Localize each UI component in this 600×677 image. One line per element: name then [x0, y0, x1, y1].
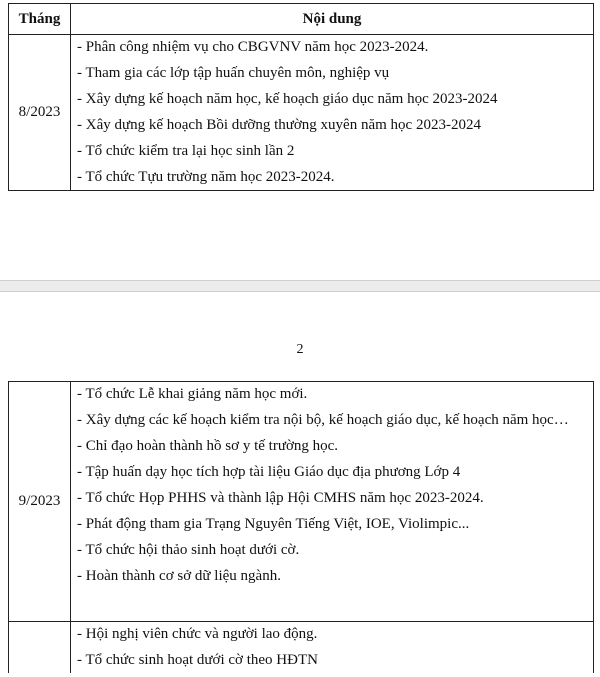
- list-item: - Phát động tham gia Trạng Nguyên Tiếng Việt, IOE, Violimpic...: [77, 516, 470, 532]
- list-item: - Tổ chức hội thảo sinh hoạt dưới cờ.: [77, 542, 300, 558]
- page-break: [0, 280, 600, 292]
- list-item: - Xây dựng kế hoạch Bồi dưỡng thường xuyên năm học 2023-2024: [77, 117, 481, 133]
- list-item: - Hoàn thành cơ sở dữ liệu ngành.: [77, 568, 281, 584]
- month-cell: 9/2023: [9, 382, 71, 622]
- content-column-header: Nội dung: [71, 4, 594, 35]
- list-item: - Phân công nhiệm vụ cho CBGVNV năm học 2023-2024.: [77, 39, 429, 55]
- list-item: - Hội nghị viên chức và người lao động.: [77, 626, 318, 642]
- content-cell: [71, 622, 594, 674]
- content-cell: [71, 382, 594, 622]
- list-item: - Chỉ đạo hoàn thành hồ sơ y tế trường học.: [77, 438, 339, 454]
- plan-table-page1: [8, 3, 594, 191]
- page-number: 2: [296, 342, 304, 357]
- table-row: [9, 382, 594, 622]
- list-item: - Tham gia các lớp tập huấn chuyên môn, nghiệp vụ: [77, 65, 390, 81]
- table-row: [9, 35, 594, 191]
- list-item: - Tổ chức sinh hoạt dưới cờ theo HĐTN: [77, 652, 318, 668]
- month-cell: 8/2023: [9, 35, 71, 191]
- table-row: [9, 622, 594, 674]
- list-item: - Tổ chức Tựu trường năm học 2023-2024.: [77, 169, 335, 185]
- month-cell: [9, 622, 71, 674]
- table-header-row: [9, 4, 594, 35]
- list-item: - Tổ chức Lễ khai giảng năm học mới.: [77, 386, 308, 402]
- plan-table-page2: [8, 381, 594, 673]
- month-column-header: Tháng: [9, 4, 71, 35]
- list-item: - Xây dựng kế hoạch năm học, kế hoạch giáo dục năm học 2023-2024: [77, 91, 498, 107]
- list-item: - Tổ chức kiểm tra lại học sinh lần 2: [77, 143, 295, 159]
- list-item: - Tập huấn dạy học tích hợp tài liệu Giáo dục địa phương Lớp 4: [77, 464, 461, 480]
- list-item: - Tổ chức Họp PHHS và thành lập Hội CMHS năm học 2023-2024.: [77, 490, 484, 506]
- content-cell: [71, 35, 594, 191]
- list-item: - Xây dựng các kế hoạch kiểm tra nội bộ, kế hoạch giáo dục, kế hoạch năm học…: [77, 412, 569, 428]
